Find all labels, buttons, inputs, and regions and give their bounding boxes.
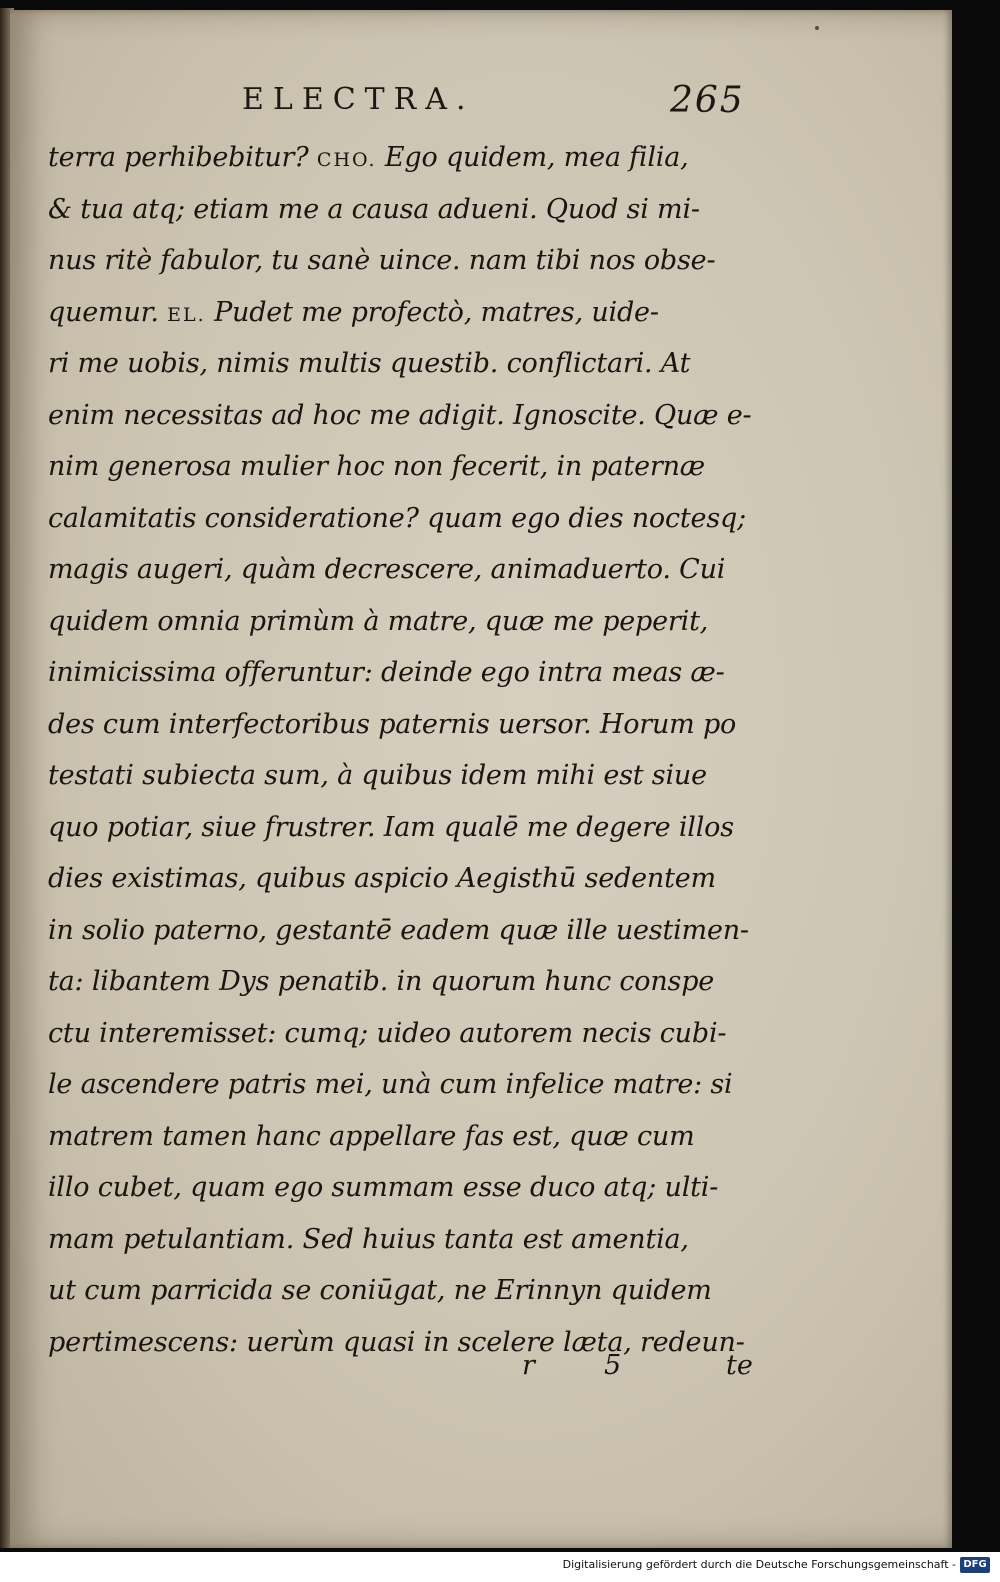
text-segment: nim generosa mulier hoc non fecerit, in paternæ <box>48 451 705 482</box>
text-segment: magis augeri, quàm decrescere, animaduerto. Cui <box>48 554 726 585</box>
text-line <box>48 235 768 287</box>
paper-speck <box>815 26 819 30</box>
text-line <box>48 441 768 493</box>
text-line <box>48 596 768 648</box>
text-segment: inimicissima offeruntur: deinde ego intra meas æ- <box>48 657 725 688</box>
text-line <box>48 1059 768 1111</box>
running-head <box>10 82 952 126</box>
text-block <box>48 132 768 1368</box>
text-segment: quemur. <box>48 296 168 328</box>
text-segment: Ego quidem, mea filia, <box>376 142 689 173</box>
text-line <box>48 853 768 905</box>
text-segment: dies existimas, quibus aspicio Aegisthū sedentem <box>48 863 716 894</box>
signature-number: 5 <box>604 1350 622 1381</box>
text-segment: illo cubet, quam ego summam esse duco atq; ulti- <box>48 1172 719 1203</box>
text-line <box>48 956 768 1008</box>
text-line <box>48 184 768 236</box>
catchword: te <box>726 1350 753 1381</box>
text-segment: testati subiecta sum, à quibus idem mihi est siue <box>48 760 707 791</box>
text-line <box>48 287 768 339</box>
page-footer <box>10 1350 952 1390</box>
text-segment: pertimescens: uerùm quasi in scelere læta, redeun- <box>48 1326 745 1358</box>
text-line <box>48 390 768 442</box>
text-line <box>48 493 768 545</box>
text-line <box>48 802 768 854</box>
text-line <box>48 699 768 751</box>
book-page <box>10 10 952 1548</box>
running-title: ELECTRA. <box>242 82 475 117</box>
text-line <box>48 647 768 699</box>
text-segment: mam petulantiam. Sed huius tanta est amentia, <box>48 1223 689 1255</box>
speaker-label: CHO. <box>316 149 377 171</box>
text-segment: quo potiar, siue frustrer. Iam qualē me degere illos <box>48 811 734 843</box>
text-segment: ut cum parricida se coniūgat, ne Erinnyn quidem <box>48 1275 712 1306</box>
text-segment: des cum interfectoribus paternis uersor. Horum po <box>48 708 737 740</box>
speaker-label: EL. <box>167 303 206 326</box>
signature-letter: r <box>522 1350 535 1381</box>
text-line <box>48 1265 768 1317</box>
text-line <box>48 1111 768 1163</box>
text-segment: nus ritè fabulor, tu sanè uince. nam tibi nos obse- <box>48 245 716 276</box>
text-segment: ctu interemisset: cumq; uideo autorem necis cubi- <box>48 1017 727 1049</box>
text-segment: calamitatis consideratione? quam ego dies noctesq; <box>48 502 746 534</box>
text-segment: in solio paterno, gestantē eadem quæ ille uestimen- <box>48 914 749 946</box>
text-segment: quidem omnia primùm à matre, quæ me peperit, <box>48 605 709 637</box>
text-segment: le ascendere patris mei, unà cum infelice matre: si <box>48 1069 733 1100</box>
text-line <box>48 132 768 184</box>
funding-credit: Digitalisierung gefördert durch die Deutsche Forschungsgemeinschaft - <box>562 1558 956 1571</box>
text-line <box>48 544 768 596</box>
text-segment: ta: libantem Dys penatib. in quorum hunc conspe <box>48 966 715 997</box>
dfg-logo: DFG <box>960 1557 990 1573</box>
credit-bar <box>0 1552 1000 1582</box>
text-segment: enim necessitas ad hoc me adigit. Ignoscite. Quæ e- <box>48 399 752 431</box>
text-line <box>48 1162 768 1214</box>
text-line <box>48 750 768 802</box>
text-segment: matrem tamen hanc appellare fas est, quæ cum <box>48 1120 695 1152</box>
text-segment: Pudet me profectò, matres, uide- <box>205 296 659 328</box>
text-line <box>48 1214 768 1266</box>
text-line <box>48 1008 768 1060</box>
text-segment: & tua atq; etiam me a causa adueni. Quod si mi- <box>48 193 700 225</box>
page-number: 265 <box>670 80 745 121</box>
text-line <box>48 905 768 957</box>
text-segment: terra perhibebitur? <box>48 142 317 173</box>
text-line <box>48 338 768 390</box>
text-segment: ri me uobis, nimis multis questib. conflictari. At <box>48 348 691 379</box>
